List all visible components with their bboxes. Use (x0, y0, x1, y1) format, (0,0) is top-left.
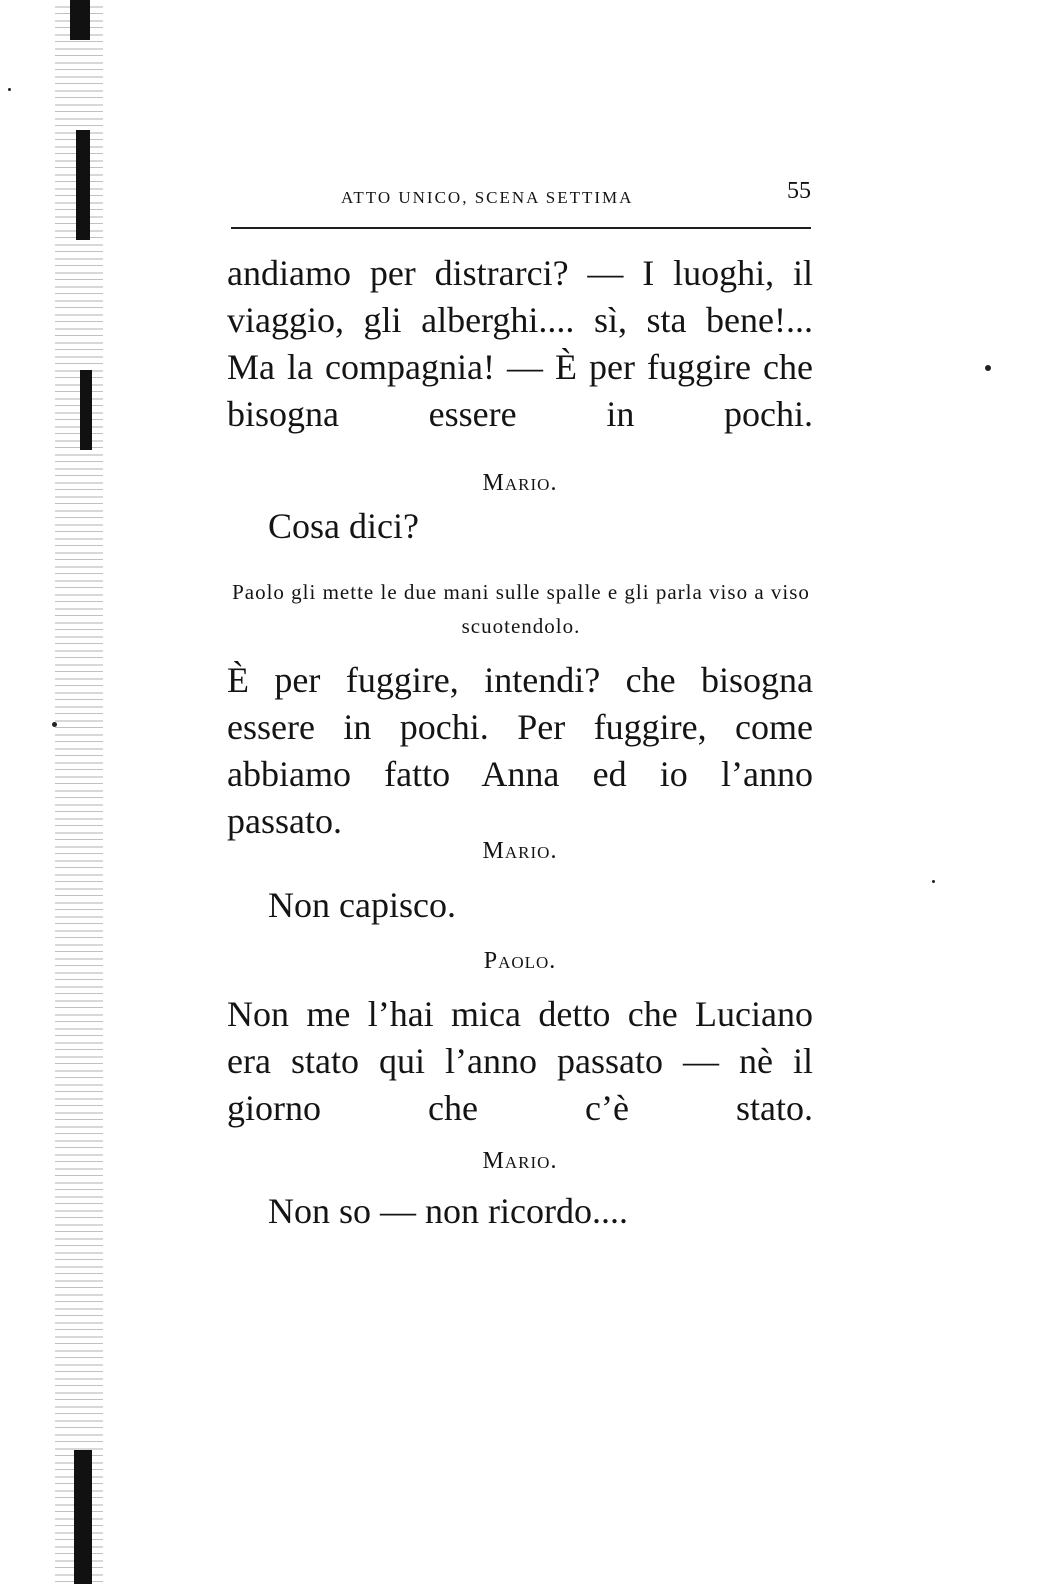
speech-line: Cosa dici? (268, 506, 419, 546)
running-head: ATTO UNICO, SCENA SETTIMA (341, 188, 634, 207)
speck-mark (932, 880, 935, 883)
binding-shadow (76, 130, 90, 240)
speck-mark (52, 722, 57, 727)
speck-mark (985, 365, 991, 371)
header-rule (231, 227, 811, 229)
speck-mark (8, 88, 11, 91)
page-number: 55 (787, 178, 811, 204)
speaker-name: Paolo. (483, 948, 557, 974)
paragraph: Non me l’hai mica detto che Luciano era stato qui l’anno passato — nè il giorno che c’è stato. (227, 994, 813, 1128)
speaker-name: Mario. (482, 838, 558, 864)
binding-shadow (70, 0, 90, 40)
binding-shadow (74, 1450, 92, 1584)
speaker-name: Mario. (482, 1148, 558, 1174)
paragraph: È per fuggire, intendi? che bisogna essere in pochi. Per fuggire, come abbiamo fatto Anna ed io l’anno passato. (227, 660, 813, 841)
paragraph-continuation: andiamo per distrarci? — I luoghi, il viaggio, gli alberghi.... sì, sta bene!... Ma la compagnia! — È per fuggire che bisogna essere in pochi. (227, 253, 813, 434)
page-header (231, 178, 811, 218)
speech-line: Non capisco. (268, 885, 456, 925)
binding-shadow (80, 370, 92, 450)
speech-line: Non so — non ricordo.... (268, 1191, 628, 1231)
stage-direction: Paolo gli mette le due mani sulle spalle e gli parla viso a viso scuotendolo. (232, 580, 810, 638)
speaker-name: Mario. (482, 470, 558, 496)
